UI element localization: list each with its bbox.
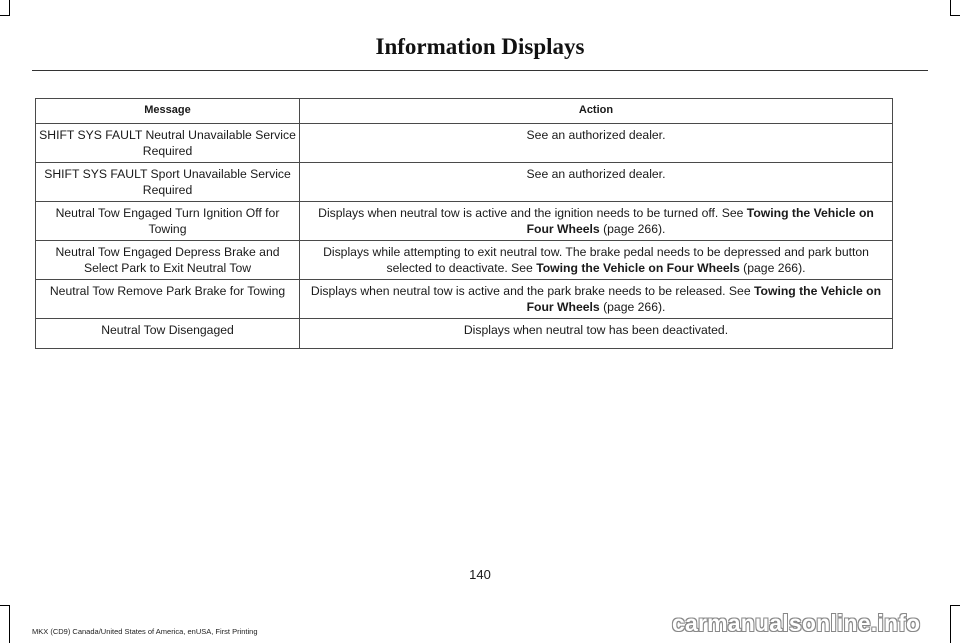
crop-mark xyxy=(0,605,10,606)
action-cell xyxy=(300,124,893,163)
message-cell: Neutral Tow Disengaged xyxy=(36,319,300,349)
action-text: Displays when neutral tow is active and the park brake needs to be released. See xyxy=(310,284,754,298)
action-cell xyxy=(300,163,893,202)
watermark-logo: carmanualsonline.info xyxy=(672,610,921,636)
message-table xyxy=(35,98,893,349)
title-divider xyxy=(32,70,928,71)
cross-reference-link[interactable]: Towing the Vehicle on Four Wheels xyxy=(536,260,740,275)
action-cell xyxy=(300,280,893,319)
header-action: Action xyxy=(300,99,893,124)
crop-mark xyxy=(950,605,960,606)
crop-mark xyxy=(950,0,951,15)
action-cell xyxy=(300,319,893,349)
cross-reference-link[interactable]: Towing the Vehicle on Four Wheels xyxy=(526,206,874,236)
table-row xyxy=(36,241,893,280)
header-message: Message xyxy=(36,99,300,124)
page-reference: (page 266). xyxy=(739,260,806,275)
action-text: Displays when neutral tow has been deactivated. xyxy=(463,323,729,337)
message-cell: Neutral Tow Remove Park Brake for Towing xyxy=(36,280,300,319)
page-reference: (page 266). xyxy=(599,299,666,314)
page-title: Information Displays xyxy=(375,34,585,59)
table-row xyxy=(36,124,893,163)
action-text: See an authorized dealer. xyxy=(526,167,666,181)
action-text: Displays while attempting to exit neutral tow. The brake pedal needs to be depressed and park button selected to deactivate. See xyxy=(323,245,869,275)
cross-reference-link[interactable]: Towing the Vehicle on Four Wheels xyxy=(526,284,882,314)
page-number: 140 xyxy=(469,567,491,582)
table-header-row xyxy=(36,99,893,124)
message-cell: Neutral Tow Engaged Depress Brake and Select Park to Exit Neutral Tow xyxy=(36,241,300,280)
table-row xyxy=(36,202,893,241)
action-text: See an authorized dealer. xyxy=(526,128,666,142)
message-cell: Neutral Tow Engaged Turn Ignition Off for Towing xyxy=(36,202,300,241)
message-cell: SHIFT SYS FAULT Neutral Unavailable Service Required xyxy=(36,124,300,163)
action-cell xyxy=(300,241,893,280)
message-cell: SHIFT SYS FAULT Sport Unavailable Service Required xyxy=(36,163,300,202)
crop-mark xyxy=(0,15,10,16)
page-reference: (page 266). xyxy=(599,221,666,236)
crop-mark xyxy=(9,605,10,643)
action-text: Displays when neutral tow is active and the ignition needs to be turned off. See xyxy=(318,206,747,220)
footer-edition-text: MKX (CD9) Canada/United States of America, enUSA, First Printing xyxy=(32,627,258,636)
table-row xyxy=(36,280,893,319)
crop-mark xyxy=(950,15,960,16)
crop-mark xyxy=(9,0,10,15)
crop-mark xyxy=(950,605,951,643)
table-row xyxy=(36,319,893,349)
table-row xyxy=(36,163,893,202)
action-cell xyxy=(300,202,893,241)
